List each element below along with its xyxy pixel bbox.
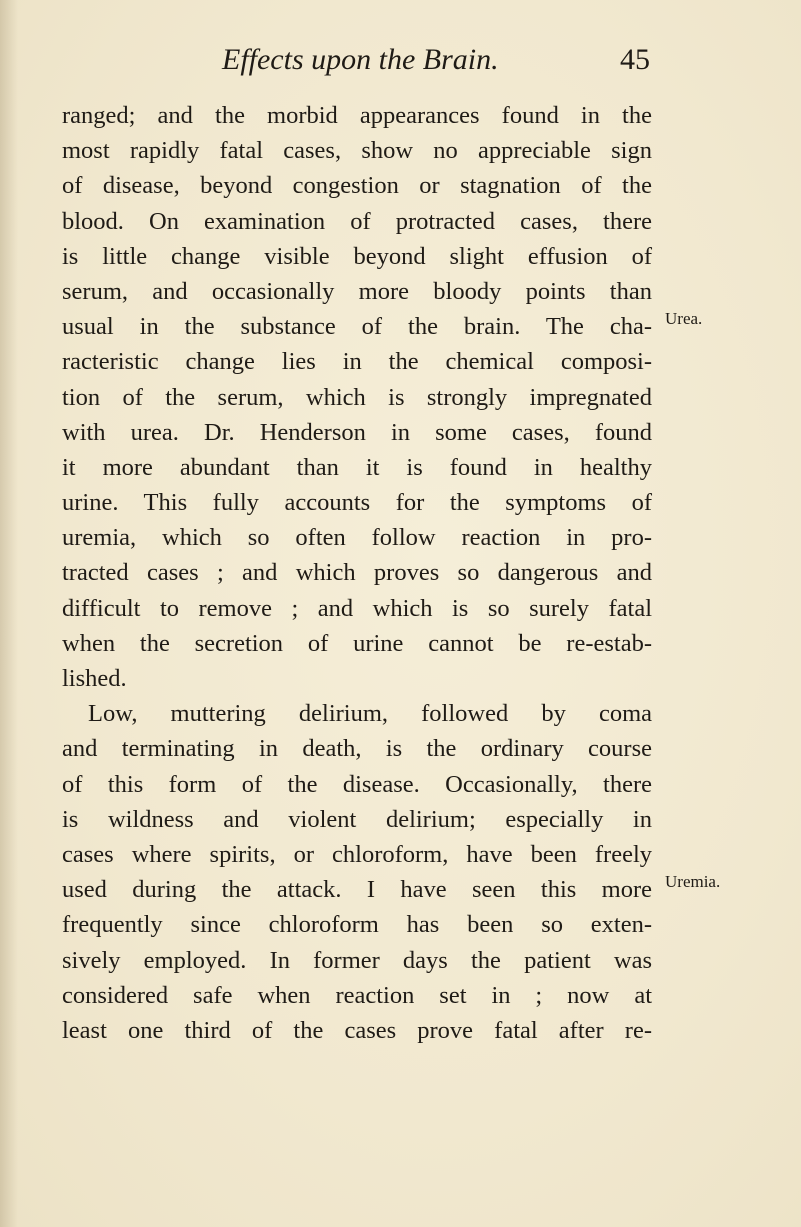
text-line: tion of the serum, which is strongly impregnated [62, 383, 652, 411]
running-head-title: Effects upon the Brain. [222, 43, 499, 76]
text-line: usual in the substance of the brain. The cha- [62, 313, 652, 341]
text-line: Low, muttering delirium, followed by coma [88, 700, 652, 728]
margin-note-urea: Urea. [665, 309, 703, 328]
text-line: serum, and occasionally more bloody points than [62, 277, 652, 305]
text-line: and terminating in death, is the ordinary course [62, 735, 652, 763]
text-line: blood. On examination of protracted cases, there [62, 207, 652, 235]
text-line: used during the attack. I have seen this more [62, 876, 652, 904]
text-line: of disease, beyond congestion or stagnation of the [62, 172, 652, 200]
text-line: sively employed. In former days the patient was [62, 946, 652, 974]
body-text [62, 98, 652, 1048]
text-line: is little change visible beyond slight effusion of [62, 242, 652, 270]
text-line: with urea. Dr. Henderson in some cases, found [62, 418, 652, 446]
binding-shadow [0, 0, 18, 1227]
running-head [222, 40, 650, 80]
text-line: cases where spirits, or chloroform, have been freely [62, 840, 652, 868]
margin-note-uremia: Uremia. [665, 872, 721, 891]
page-number: 45 [620, 43, 650, 76]
text-line: urine. This fully accounts for the symptoms of [62, 489, 652, 517]
text-line: difficult to remove ; and which is so surely fatal [62, 594, 652, 622]
text-line: of this form of the disease. Occasionally, there [62, 770, 652, 798]
text-line: ranged; and the morbid appearances found in the [62, 102, 652, 129]
text-line: least one third of the cases prove fatal after re- [62, 1016, 652, 1044]
text-line: is wildness and violent delirium; especially in [62, 805, 652, 833]
text-line: racteristic change lies in the chemical composi- [62, 348, 652, 376]
text-line: it more abundant than it is found in healthy [62, 453, 652, 481]
text-line: uremia, which so often follow reaction in pro- [62, 524, 652, 552]
text-line: most rapidly fatal cases, show no appreciable sign [62, 137, 652, 165]
text-line: considered safe when reaction set in ; now at [62, 981, 652, 1009]
text-line: tracted cases ; and which proves so dangerous and [62, 559, 652, 587]
text-line: lished. [62, 665, 127, 692]
text-line: when the secretion of urine cannot be re-estab- [62, 629, 652, 657]
text-line: frequently since chloroform has been so exten- [62, 911, 652, 939]
